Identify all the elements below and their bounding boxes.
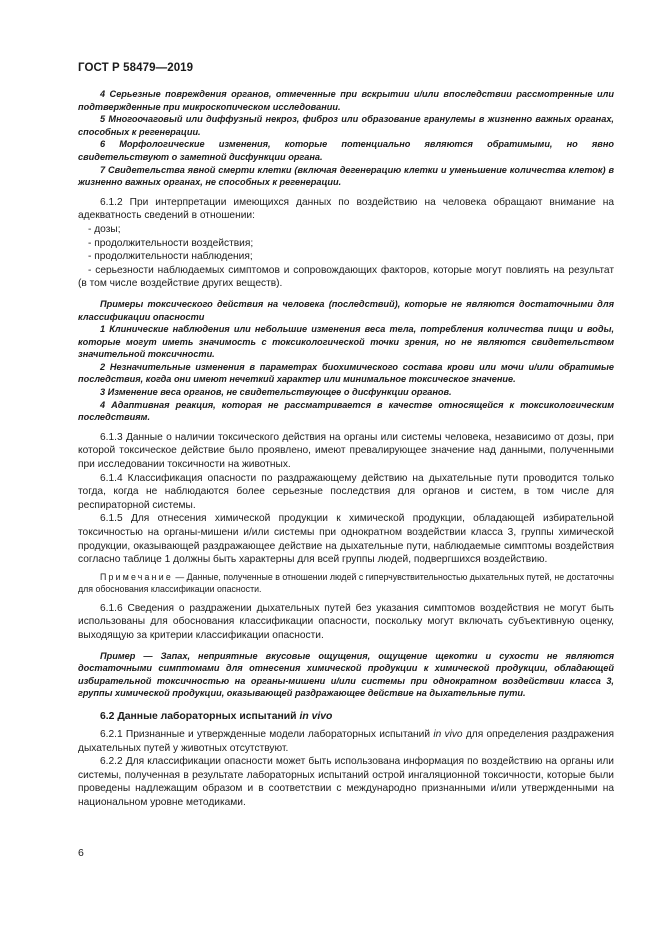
p621-text-b: для определения раздражения дыхательных путей у животных отсутствуют. [78, 728, 614, 754]
paragraph-6-1-2: 6.1.2 При интерпретации имеющихся данных по воздействию на человека обращают внимание на адекватность сведений в отношении: [78, 196, 614, 222]
list-item: - дозы; [88, 223, 121, 235]
example-item: 1 Клинические наблюдения или небольшие изменения веса тела, потребления количества пищи и воды, которые могут иметь значимость с токсикологической точки зрения, но не являются свидетельством значительной токсичности. [78, 324, 614, 360]
list-item: - продолжительности наблюдения; [88, 251, 253, 263]
example-item: 6 Морфологические изменения, которые потенциально являются обратимыми, но явно свидетельствуют о заметной дисфункции органа. [78, 139, 614, 162]
paragraph-6-2-2: 6.2.2 Для классификации опасности может быть использована информация по воздействию на органы или системы, полученная в результате лабораторных испытаний острой ингаляционной токсичности, которые были проведены надлежащим образом и в соответствии с международно признанными и/или утвержденными на национальном уровне методиками. [78, 756, 614, 808]
heading-italic: in vivo [299, 710, 333, 722]
standard-header: ГОСТ Р 58479—2019 [78, 62, 194, 74]
paragraph-6-1-6: 6.1.6 Сведения о раздражении дыхательных путей без указания симптомов воздействия не могут быть использованы для обоснования классификации опасности, поскольку могут включать субъективную оценку, выходящую за критерии классификации опасности. [78, 602, 614, 641]
paragraph-6-2-1 [78, 728, 614, 755]
paragraph-6-1-5: 6.1.5 Для отнесения химической продукции к химической продукции, обладающей избирательной токсичностью на органы-мишени и/или системы при однократном воздействии класса 3, группы химической продукции, оказывающей раздражающее действие на дыхательные пути, наблюдаемые симптомы воздействия согласно таблице 1 должны быть характерны для всей группы людей, подвергшихся воздействию. [78, 513, 614, 566]
p621-text-a: 6.2.1 Признанные и утвержденные модели лабораторных испытаний [100, 728, 434, 740]
p621-italic: in vivo [433, 728, 463, 740]
examples-title: Примеры токсического действия на человека (последствий), которые не являются достаточными для классификации опасности [78, 298, 614, 322]
heading-text: 6.2 Данные лабораторных испытаний [100, 710, 300, 722]
note [78, 571, 614, 595]
paragraph-6-1-3: 6.1.3 Данные о наличии токсического действия на органы или системы человека, независимо от дозы, при которой токсическое действие было проявлено, имеют превалирующее значение над данными, полученными при исследовании токсичности на животных. [78, 431, 614, 471]
example-item: 3 Изменение веса органов, не свидетельствующее о дисфункции органов. [100, 387, 452, 398]
list-item: - серьезности наблюдаемых симптомов и сопровождающих факторов, которые могут повлиять на результат (в том числе воздействие других веществ). [78, 264, 614, 290]
example-item: 4 Адаптивная реакция, которая не рассматривается в качестве относящейся к токсикологическим последствиям. [78, 399, 614, 423]
example-item: 2 Незначительные изменения в параметрах биохимического состава крови или мочи и/или обратимые последствия, когда они имеют нечеткий характер или минимальное токсическое значение. [78, 361, 614, 385]
example-item: 7 Свидетельства явной смерти клетки (включая дегенерацию клетки и уменьшение количества клеток) в жизненно важных органах, не способных к регенерации. [78, 164, 614, 188]
list-item: - продолжительности воздействия; [88, 237, 254, 249]
page-number: 6 [78, 847, 84, 859]
page-content [78, 88, 614, 810]
example-item: 5 Многоочаговый или диффузный некроз, фиброз или образование гранулемы в жизненно важных органах, способных к регенерации. [78, 114, 614, 137]
note-label: Примечание [100, 571, 173, 582]
example-smell: Пример — Запах, неприятные вкусовые ощущения, ощущение щекотки и сухости не являются достаточными симптомами для отнесения химической продукции к химической продукции, обладающей избирательной токсичностью на органы-мишени и/или системы при однократном воздействии класса 3, группы химической продукции, оказывающей раздражающее действие на дыхательные пути. [78, 650, 614, 699]
example-item: 4 Серьезные повреждения органов, отмеченные при вскрытии и/или впоследствии рассмотренные или подтвержденные при микроскопическом исследовании. [78, 89, 614, 112]
note-text: — Данные, полученные в отношении людей с гиперчувствительностью дыхательных путей, не достаточны для обоснования классификации опасности. [78, 571, 614, 594]
section-heading-6-2 [78, 710, 614, 724]
paragraph-6-1-4: 6.1.4 Классификация опасности по раздражающему действию на дыхательные пути проводится только тогда, когда не наблюдаются более серьезные последствия для органов и систем, в том числе для респираторной системы. [78, 472, 614, 511]
